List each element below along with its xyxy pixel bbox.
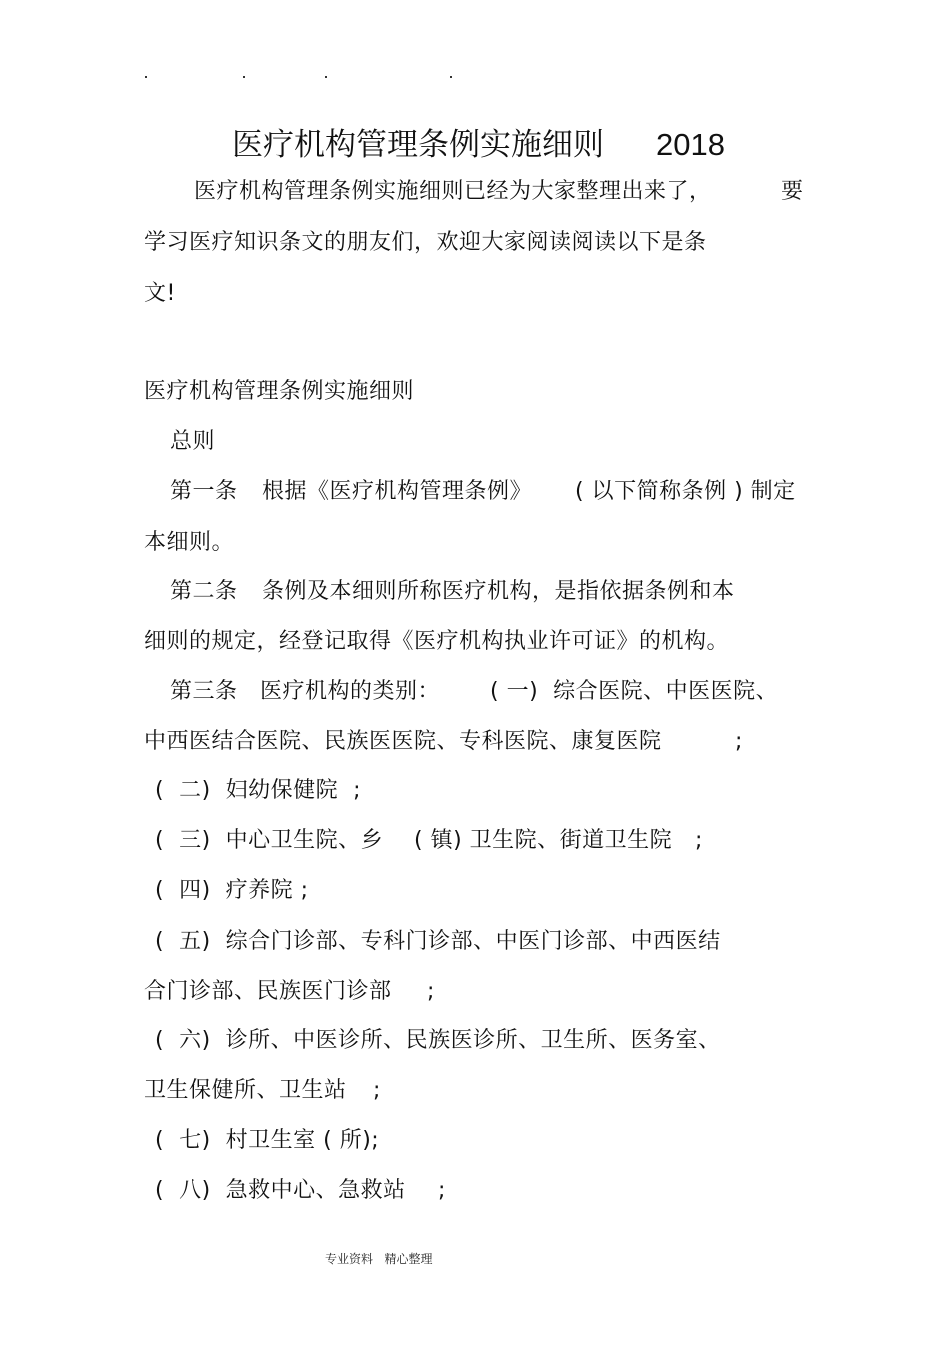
list-item-5-end: ;: [427, 979, 435, 1004]
list-item-5-cont: 合门诊部、民族医门诊部: [144, 979, 392, 1004]
article-1-cont: 本细则。: [144, 530, 235, 555]
article-3-cont-end: ;: [735, 729, 743, 754]
article-3-label: 第三条: [170, 679, 238, 704]
article-3-cont: 中西医结合医院、民族医医院、专科医院、康复医院: [144, 729, 662, 754]
intro-line-3: 文!: [144, 281, 176, 306]
article-1-label: 第一条: [170, 479, 238, 504]
page-footer: 专业资料 精心整理: [325, 1252, 433, 1266]
list-item-3-end: ;: [695, 828, 703, 853]
chapter-heading: 总则: [170, 429, 216, 454]
header-dot: [145, 76, 147, 78]
intro-line-1-end: 要: [781, 179, 804, 204]
intro-line-2: 学习医疗知识条文的朋友们，欢迎大家阅读阅读以下是条: [144, 230, 707, 255]
header-dot: [243, 76, 245, 78]
article-3-text: 医疗机构的类别：: [260, 679, 441, 704]
list-item-7: ( 七) 村卫生室 ( 所);: [155, 1128, 380, 1153]
article-2-text: 条例及本细则所称医疗机构，是指依据条例和本: [262, 579, 735, 604]
list-item-6: ( 六) 诊所、中医诊所、民族医诊所、卫生所、医务室、: [155, 1028, 721, 1053]
list-item-3: ( 三) 中心卫生院、乡: [155, 828, 384, 853]
intro-line-1: 医疗机构管理条例实施细则已经为大家整理出来了，: [194, 179, 712, 204]
list-item-4: ( 四) 疗养院 ;: [155, 878, 309, 903]
article-3-item-1: ( 一) 综合医院、中医医院、: [490, 679, 779, 704]
list-item-5: ( 五) 综合门诊部、专科门诊部、中医门诊部、中西医结: [155, 929, 721, 954]
article-2-cont: 细则的规定，经登记取得《医疗机构执业许可证》的机构。: [144, 629, 730, 654]
article-1-text: 根据《医疗机构管理条例》: [262, 479, 533, 504]
list-item-8-end: ;: [438, 1178, 446, 1203]
list-item-8: ( 八) 急救中心、急救站: [155, 1178, 406, 1203]
title-year: 2018: [656, 127, 725, 162]
list-item-6-end: ;: [373, 1078, 381, 1103]
list-item-6-cont: 卫生保健所、卫生站: [144, 1078, 347, 1103]
article-2-label: 第二条: [170, 579, 238, 604]
article-1-paren: ( 以下简称条例 ) 制定: [575, 479, 796, 504]
section-heading: 医疗机构管理条例实施细则: [144, 379, 415, 404]
header-dot: [450, 76, 452, 78]
header-dot: [325, 76, 327, 78]
list-item-3-part: ( 镇) 卫生院、街道卫生院: [414, 828, 673, 853]
document-title: [232, 126, 725, 164]
list-item-2: ( 二) 妇幼保健院 ;: [155, 778, 362, 803]
title-text: 医疗机构管理条例实施细则: [232, 127, 604, 163]
